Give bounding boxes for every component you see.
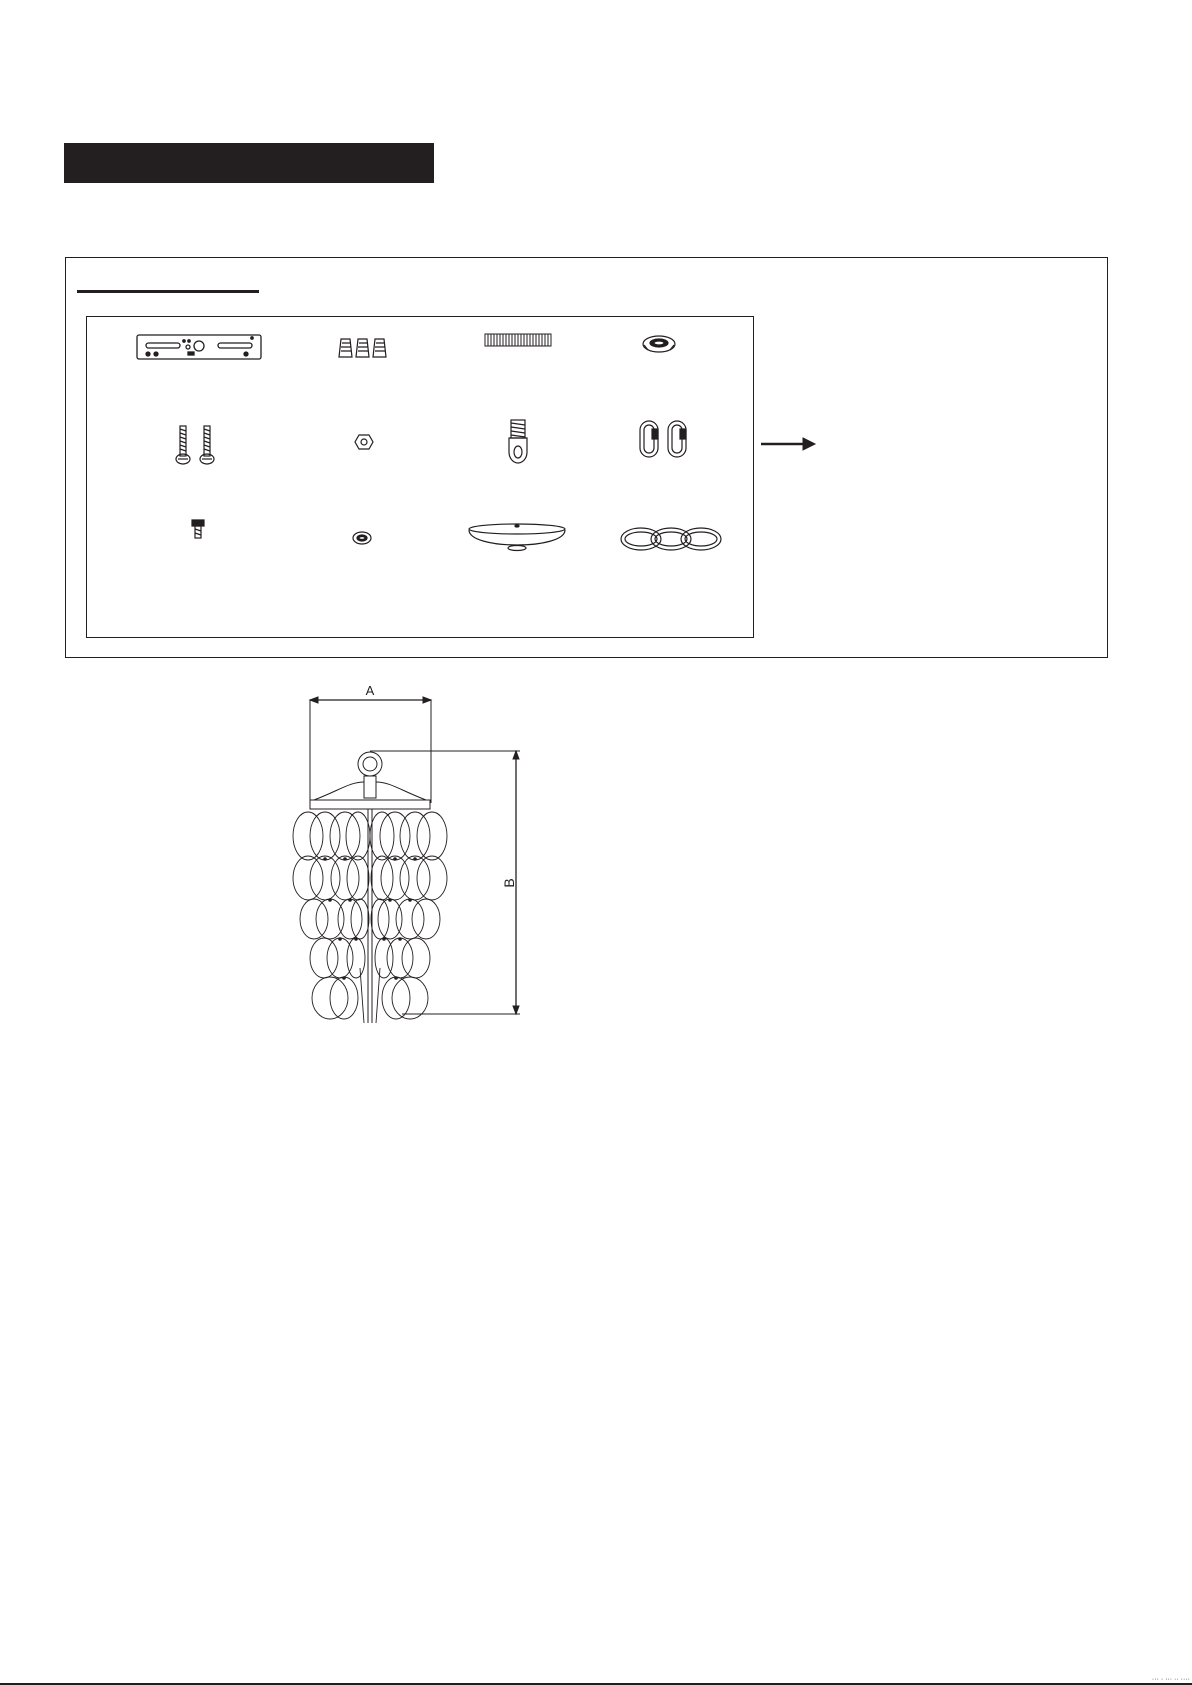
dimension-b-label: B: [501, 878, 517, 888]
parts-grid-box: [86, 316, 754, 638]
loop-icon: [505, 418, 531, 466]
fixture-dimension-drawing: [290, 678, 530, 1028]
footer-code: ··· · ··· ·· ····: [1151, 1676, 1190, 1683]
canopy-icon: [466, 522, 568, 558]
arrow-right-icon: [759, 436, 817, 457]
footer-rule: [0, 1683, 1192, 1685]
screw-icon: [174, 424, 226, 466]
ground-screw-icon: [190, 518, 206, 540]
dimension-a-label: A: [365, 683, 375, 698]
section-header-bar: [64, 143, 434, 183]
quick-link-icon: [638, 419, 690, 459]
nut-icon: [354, 433, 374, 451]
hex-nut-icon: [641, 334, 677, 354]
chain-icon: [619, 524, 723, 554]
threaded-rod-icon: [484, 332, 552, 348]
washer-icon: [351, 530, 373, 546]
parts-list-title-underline: [77, 290, 259, 293]
crossbar-icon: [136, 332, 262, 362]
wire-nut-icon: [338, 333, 390, 361]
